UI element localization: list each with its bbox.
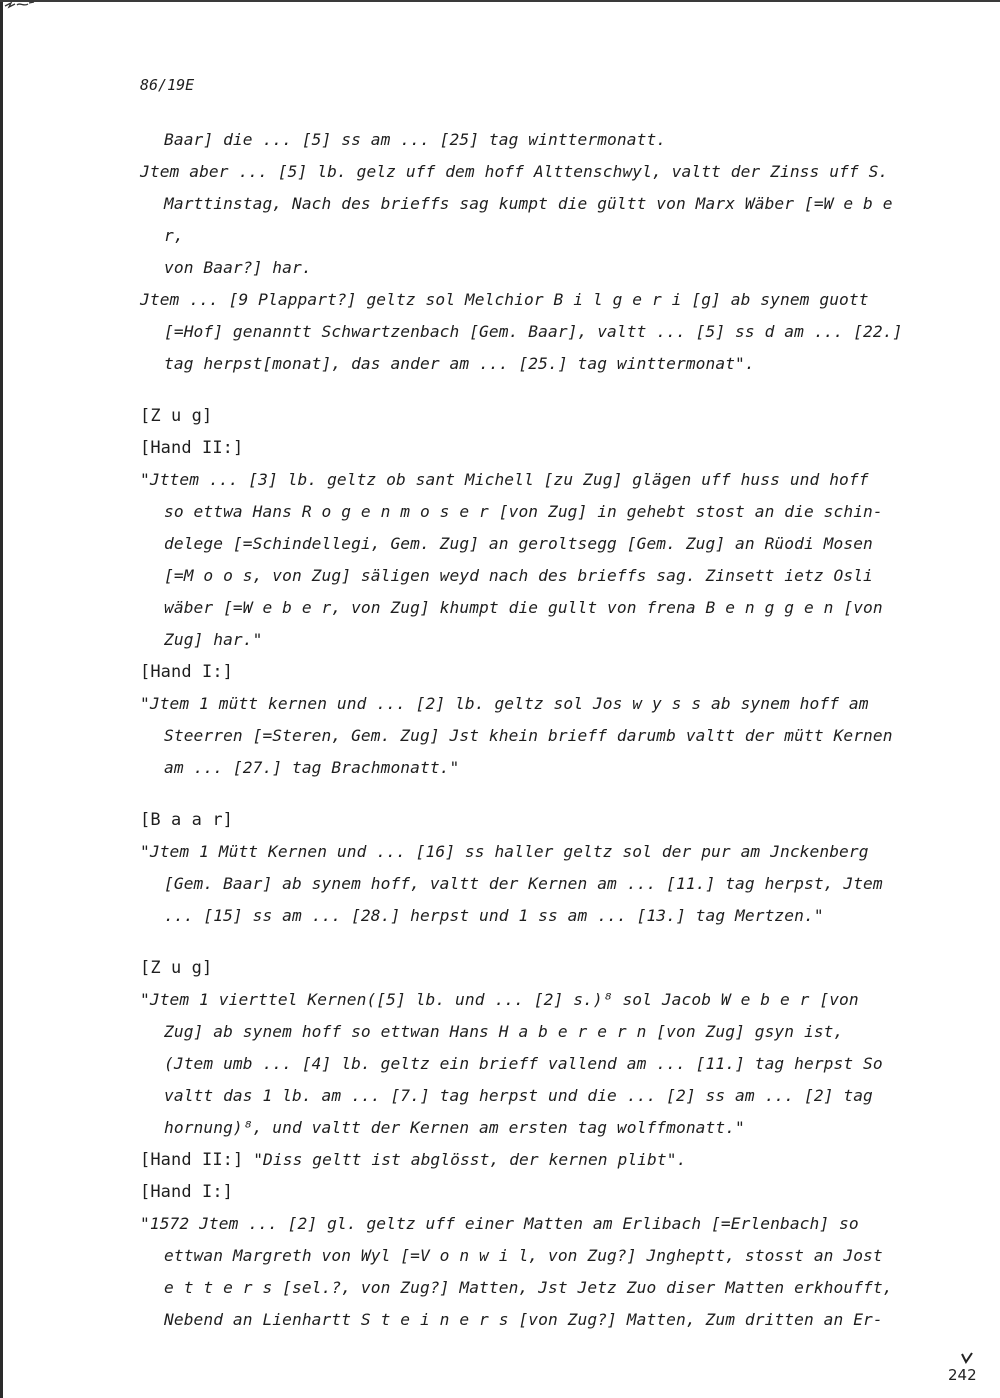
hand-label: [Hand II:] bbox=[140, 1150, 244, 1170]
entry-paragraph bbox=[140, 984, 920, 1144]
text-line: Baar] die ... [5] ss am ... [25] tag winttermonatt. bbox=[164, 130, 667, 149]
text-line: Jtem ... [9 Plappart?] geltz sol Melchior B i l g e r i [g] ab synem guott bbox=[140, 290, 869, 309]
text-line: am ... [27.] tag Brachmonatt." bbox=[164, 758, 460, 777]
text-line: Jtem aber ... [5] lb. gelz uff dem hoff Alttenschwyl, valtt der Zinss uff S. bbox=[140, 162, 889, 181]
text-line: hornung)⁸, und valtt der Kernen am ersten tag wolffmonatt." bbox=[164, 1118, 745, 1137]
text-line: Marttinstag, Nach des brieffs sag kumpt die gültt von Marx Wäber [=W e b e r, bbox=[164, 194, 893, 245]
entry-paragraph bbox=[140, 464, 920, 656]
text-line: "Jtem 1 vierttel Kernen([5] lb. und ... [2] s.)⁸ sol Jacob W e b e r [von bbox=[140, 990, 859, 1009]
text-line: [Gem. Baar] ab synem hoff, valtt der Kernen am ... [11.] tag herpst, Jtem bbox=[164, 874, 883, 893]
section-gap bbox=[140, 932, 920, 952]
text-line: valtt das 1 lb. am ... [7.] tag herpst und die ... [2] ss am ... [2] tag bbox=[164, 1086, 873, 1105]
hand-note-text: "Diss geltt ist abglösst, der kernen plibt". bbox=[243, 1150, 687, 1169]
text-line: delege [=Schindellegi, Gem. Zug] an geroltsegg [Gem. Zug] an Rüodi Mosen bbox=[164, 534, 873, 553]
transcription-body bbox=[140, 124, 920, 1336]
text-line: so ettwa Hans R o g e n m o s e r [von Zug] in gehebt stost an die schin- bbox=[164, 502, 883, 521]
text-line: [=Hof] genanntt Schwartzenbach [Gem. Baar], valtt ... [5] ss d am ... [22.] bbox=[164, 322, 903, 341]
text-line: "Jttem ... [3] lb. geltz ob sant Michell [zu Zug] glägen uff huss und hoff bbox=[140, 470, 869, 489]
text-line: (Jtem umb ... [4] lb. geltz ein brieff vallend am ... [11.] tag herpst So bbox=[164, 1054, 883, 1073]
corner-scribble-mark bbox=[2, 0, 36, 10]
text-line: Zug] ab synem hoff so ettwan Hans H a b e r e r n [von Zug] gsyn ist, bbox=[164, 1022, 844, 1041]
entry-paragraph bbox=[140, 156, 920, 284]
entry-paragraph bbox=[140, 1208, 920, 1336]
section-header: [Z u g] bbox=[140, 406, 213, 426]
check-mark-icon bbox=[960, 1352, 974, 1364]
entry-paragraph bbox=[140, 284, 920, 380]
scan-border-top bbox=[0, 0, 1000, 2]
entry-paragraph bbox=[140, 688, 920, 784]
text-line: Nebend an Lienhartt S t e i n e r s [von Zug?] Matten, Zum dritten an Er- bbox=[164, 1310, 883, 1329]
section-header: [Hand I:] bbox=[140, 1182, 234, 1202]
section-header: [Z u g] bbox=[140, 958, 213, 978]
entry-paragraph bbox=[140, 124, 920, 156]
hand-note-line bbox=[140, 1144, 920, 1176]
section-gap bbox=[140, 380, 920, 400]
entry-paragraph bbox=[140, 836, 920, 932]
scan-border-left bbox=[0, 0, 3, 1398]
section-header: [Hand II:] bbox=[140, 438, 244, 458]
document-reference: 86/19E bbox=[140, 76, 195, 94]
section-header: [B a a r] bbox=[140, 810, 234, 830]
text-line: [=M o o s, von Zug] säligen weyd nach des brieffs sag. Zinsett ietz Osli bbox=[164, 566, 873, 585]
text-line: von Baar?] har. bbox=[164, 258, 312, 277]
section-header: [Hand I:] bbox=[140, 662, 234, 682]
text-line: e t t e r s [sel.?, von Zug?] Matten, Jst Jetz Zuo diser Matten erkhoufft, bbox=[164, 1278, 893, 1297]
text-line: ettwan Margreth von Wyl [=V o n w i l, von Zug?] Jngheptt, stosst an Jost bbox=[164, 1246, 883, 1265]
section-gap bbox=[140, 784, 920, 804]
text-line: "1572 Jtem ... [2] gl. geltz uff einer Matten am Erlibach [=Erlenbach] so bbox=[140, 1214, 859, 1233]
text-line: wäber [=W e b e r, von Zug] khumpt die gullt von frena B e n g g e n [von bbox=[164, 598, 883, 617]
text-line: Zug] har." bbox=[164, 630, 263, 649]
text-line: ... [15] ss am ... [28.] herpst und 1 ss am ... [13.] tag Mertzen." bbox=[164, 906, 824, 925]
text-line: "Jtem 1 mütt kernen und ... [2] lb. geltz sol Jos w y s s ab synem hoff am bbox=[140, 694, 869, 713]
text-line: tag herpst[monat], das ander am ... [25.] tag winttermonat". bbox=[164, 354, 755, 373]
page-number: 242 bbox=[948, 1366, 977, 1384]
text-line: Steerren [=Steren, Gem. Zug] Jst khein brieff darumb valtt der mütt Kernen bbox=[164, 726, 893, 745]
text-line: "Jtem 1 Mütt Kernen und ... [16] ss haller geltz sol der pur am Jnckenberg bbox=[140, 842, 869, 861]
